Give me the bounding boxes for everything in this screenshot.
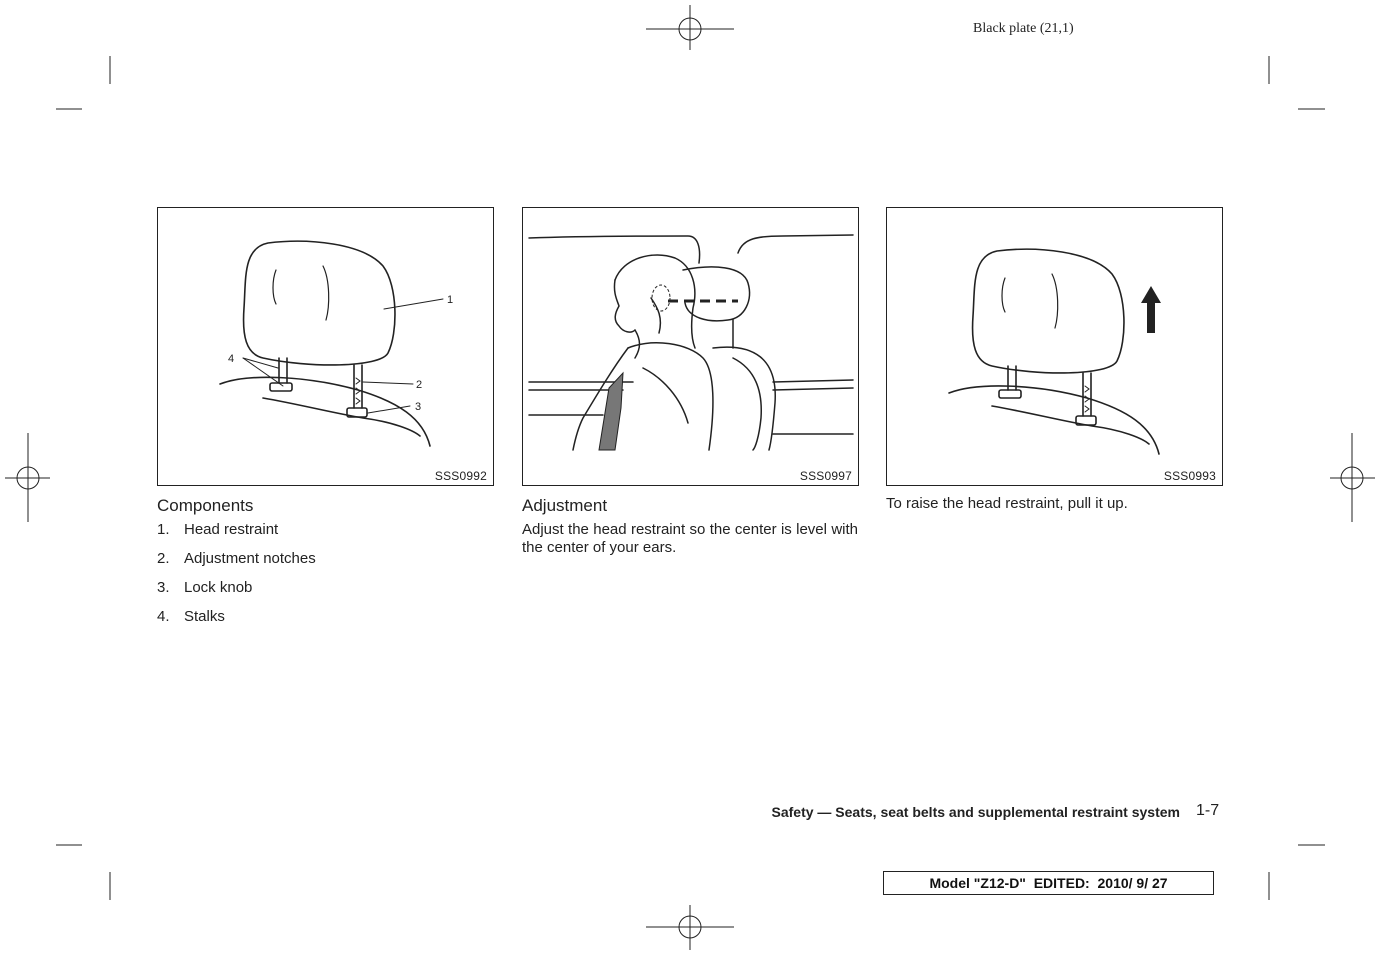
registration-mark-bottom bbox=[646, 905, 734, 950]
page-number: 1-7 bbox=[1196, 802, 1220, 819]
figure-code: SSS0997 bbox=[799, 469, 852, 483]
raise-head-restraint-illustration bbox=[887, 208, 1222, 485]
seated-driver-illustration bbox=[523, 208, 858, 485]
figure-code: SSS0992 bbox=[434, 469, 487, 483]
plate-label: Black plate (21,1) bbox=[973, 21, 1074, 36]
up-arrow-icon bbox=[1141, 286, 1161, 333]
raise-text: To raise the head restraint, pull it up. bbox=[886, 495, 1128, 512]
registration-mark-top bbox=[646, 5, 734, 50]
section-title: Safety — Seats, seat belts and supplemental restraint system bbox=[771, 804, 1180, 820]
components-heading: Components bbox=[157, 496, 254, 515]
registration-mark-right bbox=[1330, 433, 1375, 522]
callout-3: 3 bbox=[415, 401, 422, 413]
list-item: 2. Adjustment notches bbox=[157, 550, 316, 567]
callout-2: 2 bbox=[416, 379, 423, 391]
registration-mark-left bbox=[5, 433, 50, 522]
head-restraint-components-illustration bbox=[158, 208, 493, 485]
components-list bbox=[157, 521, 492, 637]
adjustment-heading: Adjustment bbox=[522, 496, 608, 515]
adjustment-text: Adjust the head restraint so the center is level with the center of your ears. bbox=[522, 521, 858, 556]
figure-code: SSS0993 bbox=[1163, 469, 1216, 483]
list-item: 1. Head restraint bbox=[157, 521, 279, 538]
callout-1: 1 bbox=[447, 294, 454, 306]
callout-4: 4 bbox=[228, 353, 235, 365]
figure-components bbox=[157, 207, 494, 486]
list-item: 4. Stalks bbox=[157, 608, 225, 625]
figure-raise bbox=[886, 207, 1223, 486]
model-edited-box: Model "Z12-D" EDITED: 2010/ 9/ 27 bbox=[883, 871, 1214, 895]
figure-adjustment bbox=[522, 207, 859, 486]
list-item: 3. Lock knob bbox=[157, 579, 253, 596]
